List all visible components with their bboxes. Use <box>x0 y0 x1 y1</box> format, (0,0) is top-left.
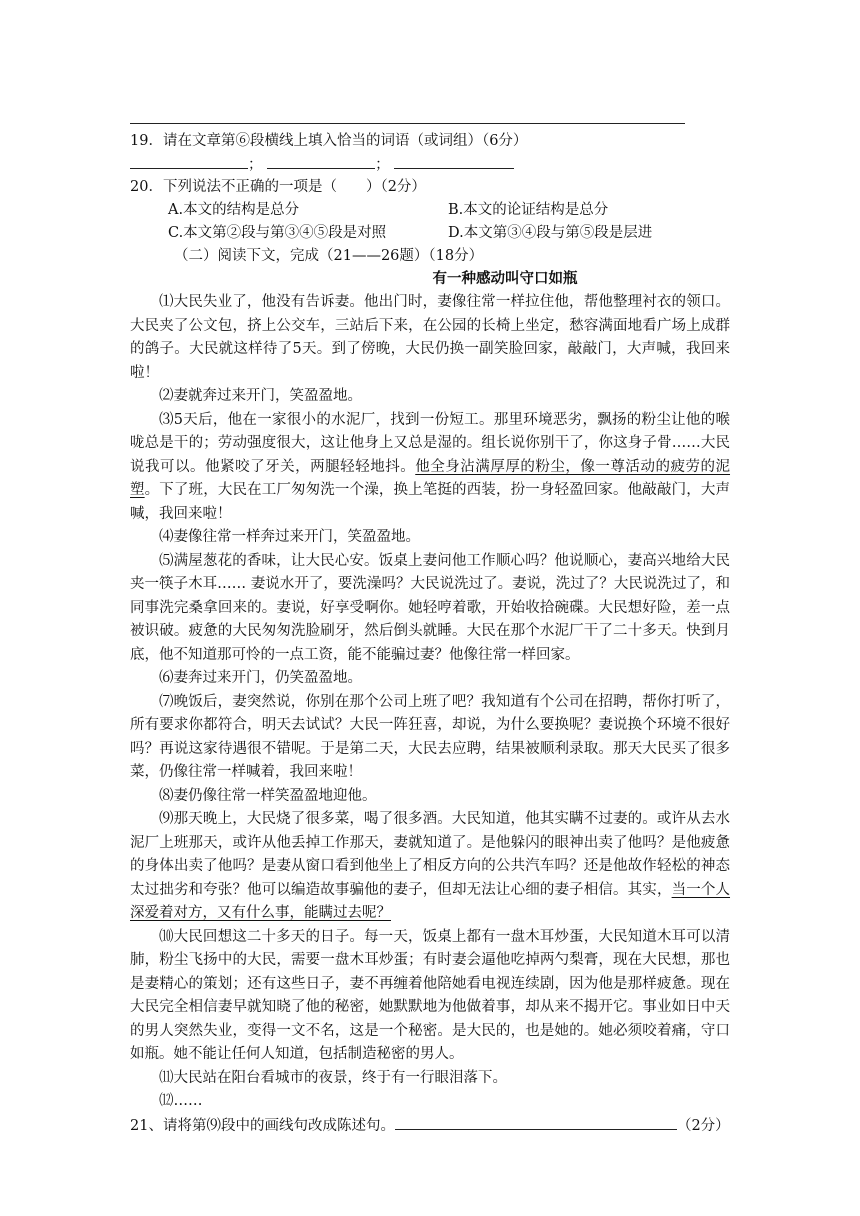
answer-blank-21[interactable] <box>395 1114 677 1130</box>
answer-blank-2[interactable] <box>267 153 375 169</box>
option-c[interactable]: C.本文第②段与第③④⑤段是对照 <box>168 225 387 241</box>
paragraph-11: ⑾大民站在阳台看城市的夜景，终于有一行眼泪落下。 <box>159 1069 507 1086</box>
underlined-sentence-3: 他全身沾满厚厚的粉尘，像一尊活动的疲劳的泥塑 <box>130 458 731 498</box>
paragraph-4: ⑷妻像往常一样奔过来开门，笑盈盈地。 <box>159 529 420 545</box>
paragraph-5: ⑸满屋葱花的香味，让大民心安。饭桌上妻问他工作顺心吗？他说顺心，妻高兴地给大民夹一筷子木耳…… 妻说水开了，要洗澡吗？大民说洗过了。妻说，洗过了？大民说洗过了，和同事洗完桑拿回来的。妻说，好享受啊你。她轻哼着歌，开始收拾碗碟。大民想好险，差一点被识破。疲惫的大民匆匆洗脸刷牙，然后倒头就睡。大民在那个水泥厂干了二十多天。快到月底，他不知道那可怜的一点工资，能不能骗过妻？他像往常一样回家。 <box>130 552 730 663</box>
section-heading: （二）阅读下文，完成（21——26题）（18分） <box>174 248 484 264</box>
question-20-options <box>130 199 730 245</box>
underlined-sentence-9: 当一个人深爱着对方，又有什么事，能瞒过去呢？ <box>130 881 731 921</box>
option-d[interactable]: D.本文第③④段与第⑤段是层进 <box>448 225 653 241</box>
exam-content <box>130 130 730 1137</box>
question-21: 21、请将第⑼段中的画线句改成陈述句。 （2分） <box>130 1114 730 1137</box>
option-a[interactable]: A.本文的结构是总分 <box>168 202 300 218</box>
answer-blank-3[interactable] <box>394 153 514 169</box>
top-rule <box>130 123 685 124</box>
answer-blank-1[interactable] <box>130 153 248 169</box>
article-title: 有一种感动叫守口如瓶 <box>432 271 578 287</box>
paragraph-7: ⑺晚饭后，妻突然说，你别在那个公司上班了吧？我知道有个公司在招聘，帮你打听了，所有要求你都符合，明天去试试？大民一阵狂喜，却说，为什么要换呢？妻说换个环境不很好吗？再说这家待遇很不错呢。于是第二天，大民去应聘，结果被顺利录取。那天大民买了很多菜，仍像往常一样喊着，我回来啦！ <box>130 693 730 780</box>
question-19-blanks: ； ； <box>130 153 730 176</box>
paragraph-10: ⑽大民回想这二十多天的日子。每一天，饭桌上都有一盘木耳炒蛋，大民知道木耳可以清肺，粉尘飞扬中的大民，需要一盘木耳炒蛋；有时妻会逼他吃掉两勺梨膏，现在大民想，那也是妻精心的策划；还有这些日子，妻不再缠着他陪她看电视连续剧，因为他是那样疲惫。现在大民完全相信妻早就知晓了他的秘密，她默默地为他做着事，却从来不揭开它。事业如日中天的男人突然失业，变得一文不名，这是一个秘密。是大民的，也是她的。她必须咬着痛，守口如瓶。她不能让任何人知道，包括制造秘密的男人。 <box>130 928 730 1062</box>
option-b[interactable]: B.本文的论证结构是总分 <box>448 202 609 218</box>
paragraph-2: ⑵妻就奔过来开门，笑盈盈地。 <box>159 388 362 404</box>
paragraph-6: ⑹妻奔过来开门，仍笑盈盈地。 <box>159 670 362 686</box>
paragraph-8: ⑻妻仍像往常一样笑盈盈地迎他。 <box>159 787 377 804</box>
question-20: 20．下列说法不正确的一项是（ ）（2分） <box>130 179 426 195</box>
question-19: 19．请在文章第⑥段横线上填入恰当的词语（或词组）（6分） <box>130 133 528 149</box>
paragraph-3: ⑶5天后，他在一家很小的水泥厂，找到一份短工。那里环境恶劣，飘扬的粉尘让他的喉咙总是干的；劳动强度很大，这让他身上又总是湿的。组长说你别干了，你这身子骨……大民说我可以。他紧咬了牙关，两腿轻轻地抖。他全身沾满厚厚的粉尘，像一尊活动的疲劳的泥塑。下了班，大民在工厂匆匆洗一个澡，换上笔挺的西装，扮一身轻盈回家。他敲敲门，大声喊，我回来啦！ <box>130 411 731 522</box>
paragraph-1: ⑴大民失业了，他没有告诉妻。他出门时，妻像往常一样拉住他，帮他整理衬衣的领口。大民夹了公文包，挤上公交车，三站后下来，在公园的长椅上坐定，愁容满面地看广场上成群的鸽子。大民就这样待了5天。到了傍晚，大民仍换一副笑脸回家，敲敲门，大声喊，我回来啦！ <box>130 294 730 381</box>
paragraph-12: ⑿…… <box>159 1093 203 1109</box>
paragraph-9: ⑼那天晚上，大民烧了很多菜，喝了很多酒。大民知道，他其实瞒不过妻的。或许从去水泥厂上班那天，或许从他丢掉工作那天，妻就知道了。是他躲闪的眼神出卖了他吗？是他疲惫的身体出卖了他吗？是妻从窗口看到他坐上了相反方向的公共汽车吗？还是他故作轻松的神态太过拙劣和夸张？他可以编造故事骗他的妻子，但却无法让心细的妻子相信。其实，当一个人深爱着对方，又有什么事，能瞒过去呢？ <box>130 811 731 921</box>
